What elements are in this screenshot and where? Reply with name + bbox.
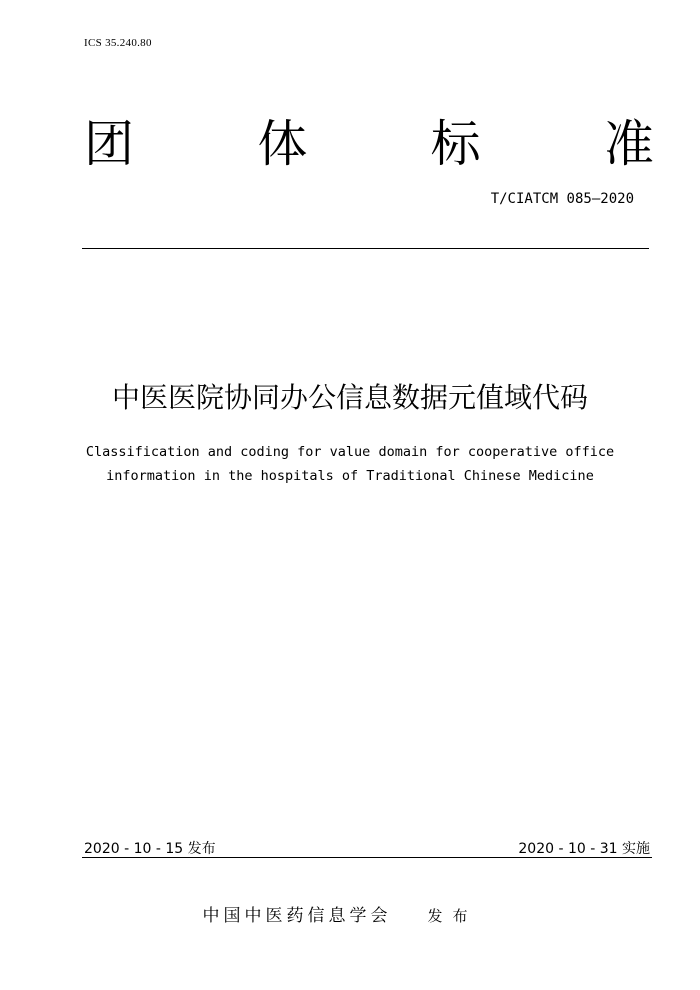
top-divider <box>82 248 649 249</box>
document-title-chinese: 中医医院协同办公信息数据元值域代码 <box>111 381 588 414</box>
standard-type-char: 标 <box>430 115 481 173</box>
implementation-date: 2020 - 10 - 31 实施 <box>518 841 650 857</box>
standard-type-char: 准 <box>603 115 654 173</box>
publisher-name: 中国中医药信息学会 <box>202 906 392 926</box>
document-title-english <box>0 440 700 488</box>
standard-number: T/CIATCM 085—2020 <box>490 191 634 207</box>
title-english-line: information in the hospitals of Traditional Chinese Medicine <box>106 468 594 484</box>
standard-type-char: 体 <box>257 115 308 173</box>
bottom-divider <box>82 857 652 858</box>
publisher-line <box>0 901 700 926</box>
title-english-line: Classification and coding for value domain for cooperative office <box>85 444 615 460</box>
standard-type-heading <box>84 112 654 176</box>
standard-type-char: 团 <box>84 115 134 173</box>
issue-date: 2020 - 10 - 15 发布 <box>84 841 216 857</box>
publisher-action: 发布 <box>427 907 478 925</box>
ics-code: ICS 35.240.80 <box>84 37 152 49</box>
